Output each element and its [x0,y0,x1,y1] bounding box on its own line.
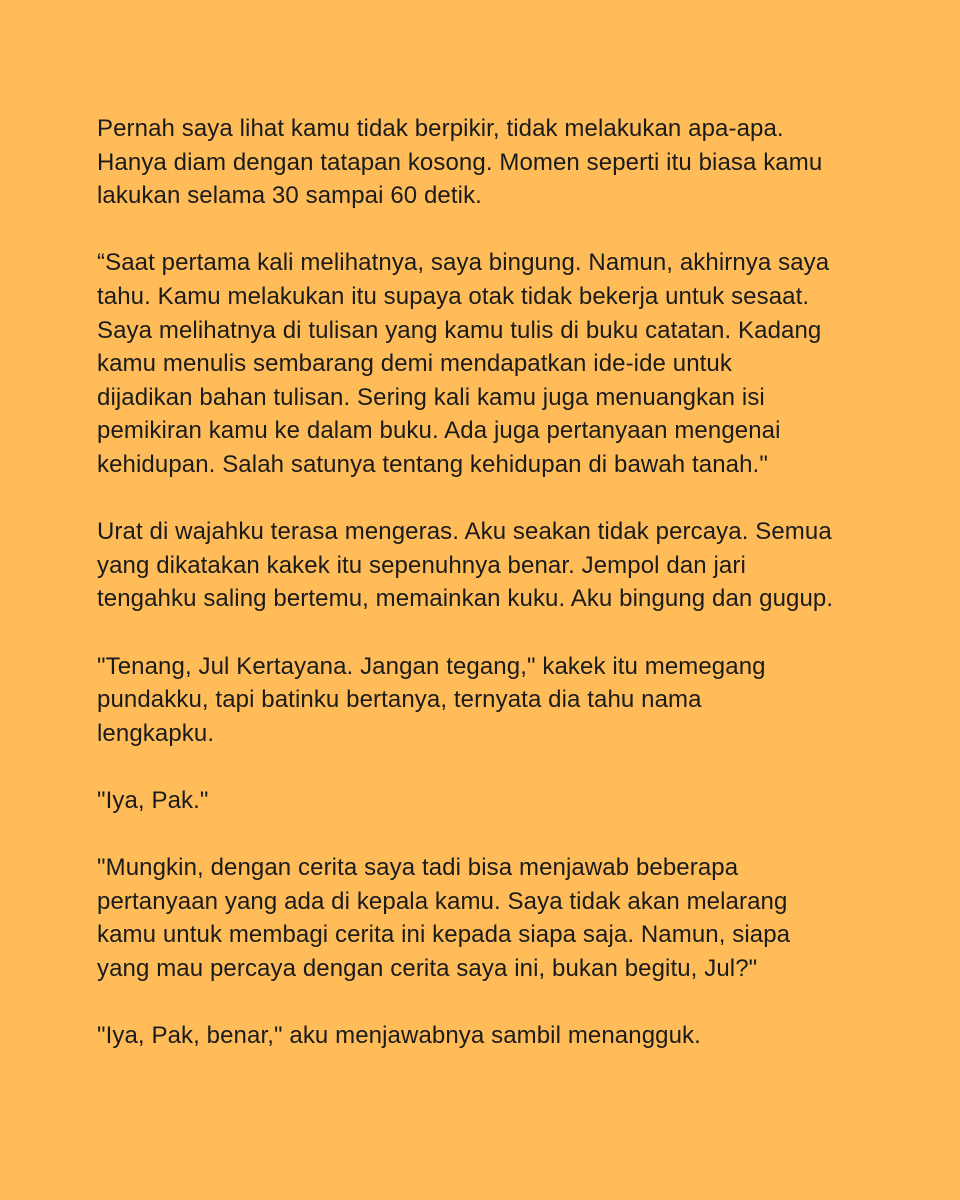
paragraph-5: "Iya, Pak." [97,786,209,814]
paragraph-7: "Iya, Pak, benar," aku menjawabnya sambil menangguk. [97,1022,701,1050]
story-text [97,112,900,1053]
paragraph-1: Pernah saya lihat kamu tidak berpikir, tidak melakukan apa-apa. Hanya diam dengan tatapan kosong. Momen seperti itu biasa kamu lakukan selama 30 sampai 60 detik. [97,115,823,210]
paragraph-4: "Tenang, Jul Kertayana. Jangan tegang," kakek itu memegang pundakku, tapi batinku bertanya, ternyata dia tahu nama lengkapku. [97,652,766,747]
paragraph-3: Urat di wajahku terasa mengeras. Aku seakan tidak percaya. Semua yang dikatakan kakek itu sepenuhnya benar. Jempol dan jari tengahku saling bertemu, memainkan kuku. Aku bingung dan gugup. [97,518,834,613]
paragraph-2: “Saat pertama kali melihatnya, saya bingung. Namun, akhirnya saya tahu. Kamu melakukan itu supaya otak tidak bekerja untuk sesaat. Saya melihatnya di tulisan yang kamu tulis di buku catatan. Kadang kamu menulis sembarang demi mendapatkan ide-ide untuk dijadikan bahan tulisan. Sering kali kamu juga menuangkan isi pemikiran kamu ke dalam buku. Ada juga pertanyaan mengenai kehidupan. Salah satunya tentang kehidupan di bawah tanah." [97,249,830,478]
paragraph-6: "Mungkin, dengan cerita saya tadi bisa menjawab beberapa pertanyaan yang ada di kepala kamu. Saya tidak akan melarang kamu untuk membagi cerita ini kepada siapa saja. Namun, siapa yang mau percaya dengan cerita saya ini, bukan begitu, Jul?" [97,854,791,982]
